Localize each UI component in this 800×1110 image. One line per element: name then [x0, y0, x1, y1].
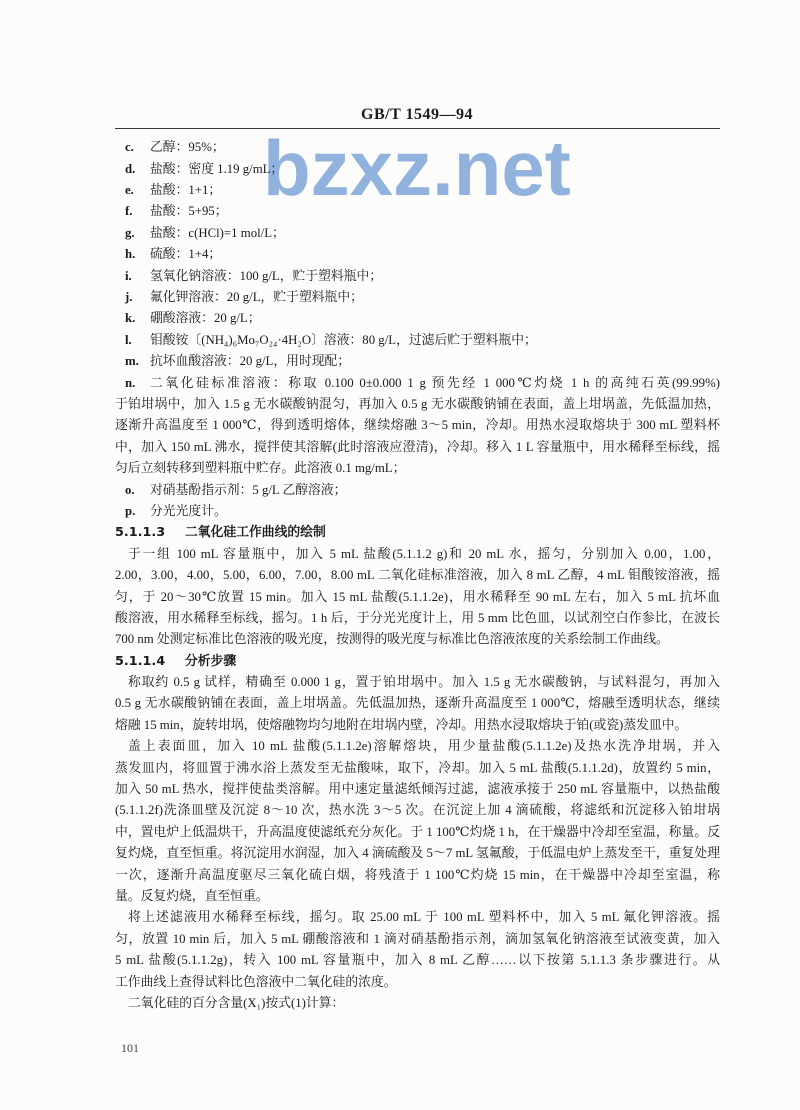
paragraph-line: 一次，逐渐升高温度驱尽三氧化硫白烟，将残渣于 1 100℃灼烧 15 min，在干燥器中冷却至室温，称: [115, 867, 720, 882]
section-heading-5-1-1-3: [115, 522, 720, 543]
reagent-label: j.: [125, 290, 133, 305]
reagent-label: l.: [125, 332, 132, 347]
paragraph-line: 加入 50 mL 热水，搅拌使盐类溶解。用中速定量滤纸倾泻过滤，滤液承接于 250 mL 容量瓶中，以热盐酸: [115, 782, 720, 797]
watermark: bzxz.net: [263, 124, 571, 212]
paragraph-line: 称取约 0.5 g 试样，精确至 0.000 1 g，置于铂坩埚中。加入 1.5 g 无水碳酸钠，与试料混匀，再加入: [128, 675, 720, 690]
reagent-text: 分光光度计。: [150, 503, 227, 518]
reagent-item-h: [115, 244, 720, 265]
paragraph-line: 二氧化硅的百分含量(X₁)按式(1)计算：: [128, 995, 345, 1010]
paragraph-line: 复灼烧，直至恒重。将沉淀用水润湿，加入 4 滴硫酸及 5～7 mL 氢氟酸，于低温电炉上蒸发至干，重复处理: [115, 846, 720, 861]
reagent-item-n: [115, 373, 720, 394]
reagent-text: 盐酸：5+95；: [150, 204, 228, 219]
section-number: 5.1.1.3: [115, 525, 166, 541]
reagent-text: 乙醇：95%；: [150, 140, 225, 155]
reagent-text: 对硝基酚指示剂：5 g/L 乙醇溶液；: [150, 482, 347, 497]
reagent-label: n.: [125, 375, 136, 390]
section-heading-5-1-1-4: [115, 651, 720, 672]
reagent-n-line: 中，加入 150 mL 沸水，搅拌使其溶解(此时溶液应澄清)，冷却。移入 1 L 容量瓶中，用水稀释至标线，摇: [115, 439, 720, 454]
paragraph-line: 匀，于 20～30℃放置 15 min。加入 15 mL 盐酸(5.1.1.2e)，用水稀释至 90 mL 左右，加入 5 mL 抗坏血: [115, 589, 720, 604]
reagent-label: k.: [125, 311, 136, 326]
paragraph-line: 于一组 100 mL 容量瓶中，加入 5 mL 盐酸(5.1.1.2 g)和 20 mL 水，摇匀，分别加入 0.00，1.00，: [128, 546, 720, 561]
reagent-label: c.: [125, 140, 134, 155]
reagent-label: p.: [125, 503, 136, 518]
reagent-label: e.: [125, 183, 134, 198]
paragraph-line: (5.1.1.2f)洗涤皿壁及沉淀 8～10 次，热水洗 3～5 次。在沉淀上加 4 滴硫酸，将滤纸和沉淀移入铂坩埚: [115, 803, 720, 818]
reagent-label: o.: [125, 482, 135, 497]
reagent-item-i: [115, 266, 720, 287]
section-number: 5.1.1.4: [115, 653, 166, 669]
reagent-label: g.: [125, 225, 135, 240]
reagent-item-k: [115, 308, 720, 329]
reagent-item-o: [115, 480, 720, 501]
paragraph-line: 量。反复灼烧，直至恒重。: [115, 888, 269, 903]
reagent-label: d.: [125, 161, 136, 176]
reagent-item-e: [115, 180, 720, 201]
reagent-item-d: [115, 159, 720, 180]
reagent-label: m.: [125, 354, 139, 369]
reagent-n-line: 于铂坩埚中，加入 1.5 g 无水碳酸钠混匀，再加入 0.5 g 无水碳酸钠铺在表面，盖上坩埚盖，先低温加热，: [115, 396, 720, 411]
paragraph-line: 盖上表面皿，加入 10 mL 盐酸(5.1.1.2e)溶解熔块，用少量盐酸(5.1.1.2e)及热水洗净坩埚，并入: [128, 739, 720, 754]
reagent-text: 硼酸溶液：20 g/L；: [150, 311, 261, 326]
reagent-text: 盐酸：1+1；: [150, 183, 222, 198]
document-body: [115, 137, 720, 1014]
reagent-text: 氢氧化钠溶液：100 g/L，贮于塑料瓶中；: [150, 268, 383, 283]
reagent-item-m: [115, 351, 720, 372]
section-title: 分析步骤: [185, 653, 237, 669]
paragraph-line: 工作曲线上查得试料比色溶液中二氧化硅的浓度。: [115, 974, 397, 989]
paragraph-line: 将上述滤液用水稀释至标线，摇匀。取 25.00 mL 于 100 mL 塑料杯中，加入 5 mL 氟化钾溶液。摇: [128, 910, 720, 925]
reagent-text: 抗坏血酸溶液：20 g/L，用时现配；: [150, 354, 351, 369]
paragraph-line: 匀，放置 10 min 后，加入 5 mL 硼酸溶液和 1 滴对硝基酚指示剂，滴加氢氧化钠溶液至试液变黄，加入: [115, 931, 720, 946]
standard-code-header: GB/T 1549—94: [361, 106, 473, 123]
paragraph-line: 700 nm 处测定标准比色溶液的吸光度，按测得的吸光度与标准比色溶液浓度的关系绘制工作曲线。: [115, 632, 669, 647]
page-number: 101: [121, 1041, 139, 1055]
reagent-item-l: [115, 330, 720, 351]
reagent-label: f.: [125, 204, 133, 219]
paragraph-line: 5 mL 盐酸(5.1.1.2g)，转入 100 mL 容量瓶中，加入 8 mL 乙醇……以下按第 5.1.1.3 条步骤进行。从: [115, 953, 720, 968]
reagent-text: 氟化钾溶液：20 g/L，贮于塑料瓶中；: [150, 290, 363, 305]
paragraph-line: 中，置电炉上低温烘干，升高温度使滤纸充分灰化。于 1 100℃灼烧 1 h，在干燥器中冷却至室温，称量。反: [115, 824, 720, 839]
paragraph-line: 蒸发皿内，将皿置于沸水浴上蒸发至无盐酸味，取下，冷却。加入 5 mL 盐酸(5.1.1.2d)，放置约 5 min，: [115, 760, 720, 775]
reagent-text: 盐酸：密度 1.19 g/mL；: [150, 161, 284, 176]
reagent-item-p: [115, 501, 720, 522]
reagent-text: 硫酸：1+4；: [150, 247, 222, 262]
reagent-label: i.: [125, 268, 132, 283]
reagent-label: h.: [125, 247, 136, 262]
reagent-item-j: [115, 287, 720, 308]
section-title: 二氧化硅工作曲线的绘制: [185, 525, 326, 541]
paragraph-line: 0.5 g 无水碳酸钠铺在表面，盖上坩埚盖。先低温加热，逐渐升高温度至 1 000℃，熔融至透明状态，继续: [115, 696, 720, 711]
reagent-text: 钼酸铵〔(NH₄)₆Mo₇O₂₄·4H₂O〕溶液：80 g/L，过滤后贮于塑料瓶中；: [150, 332, 537, 347]
paragraph-line: 酸溶液，用水稀释至标线，摇匀。1 h 后，于分光光度计上，用 5 mm 比色皿，以试剂空白作参比，在波长: [115, 610, 720, 625]
reagent-item-f: [115, 201, 720, 222]
reagent-item-g: [115, 223, 720, 244]
reagent-text: 二氧化硅标准溶液：称取 0.100 0±0.000 1 g 预先经 1 000℃灼烧 1 h 的高纯石英(99.99%): [150, 375, 720, 390]
reagent-text: 盐酸：c(HCl)=1 mol/L；: [150, 225, 285, 240]
paragraph-line: 熔融 15 min，旋转坩埚，使熔融物均匀地附在坩埚内壁，冷却。用热水浸取熔块于铂(或瓷)蒸发皿中。: [115, 717, 688, 732]
reagent-n-line: 匀后立刻转移到塑料瓶中贮存。此溶液 0.1 mg/mL；: [115, 461, 406, 476]
reagent-n-line: 逐渐升高温度至 1 000℃，得到透明熔体，继续熔融 3～5 min，冷却。用热水浸取熔块于 300 mL 塑料杯: [115, 418, 720, 433]
paragraph-line: 2.00，3.00，4.00，5.00，6.00，7.00，8.00 mL 二氧化硅标准溶液，加入 8 mL 乙醇，4 mL 钼酸铵溶液，摇: [115, 568, 720, 583]
reagent-item-c: [115, 137, 720, 158]
